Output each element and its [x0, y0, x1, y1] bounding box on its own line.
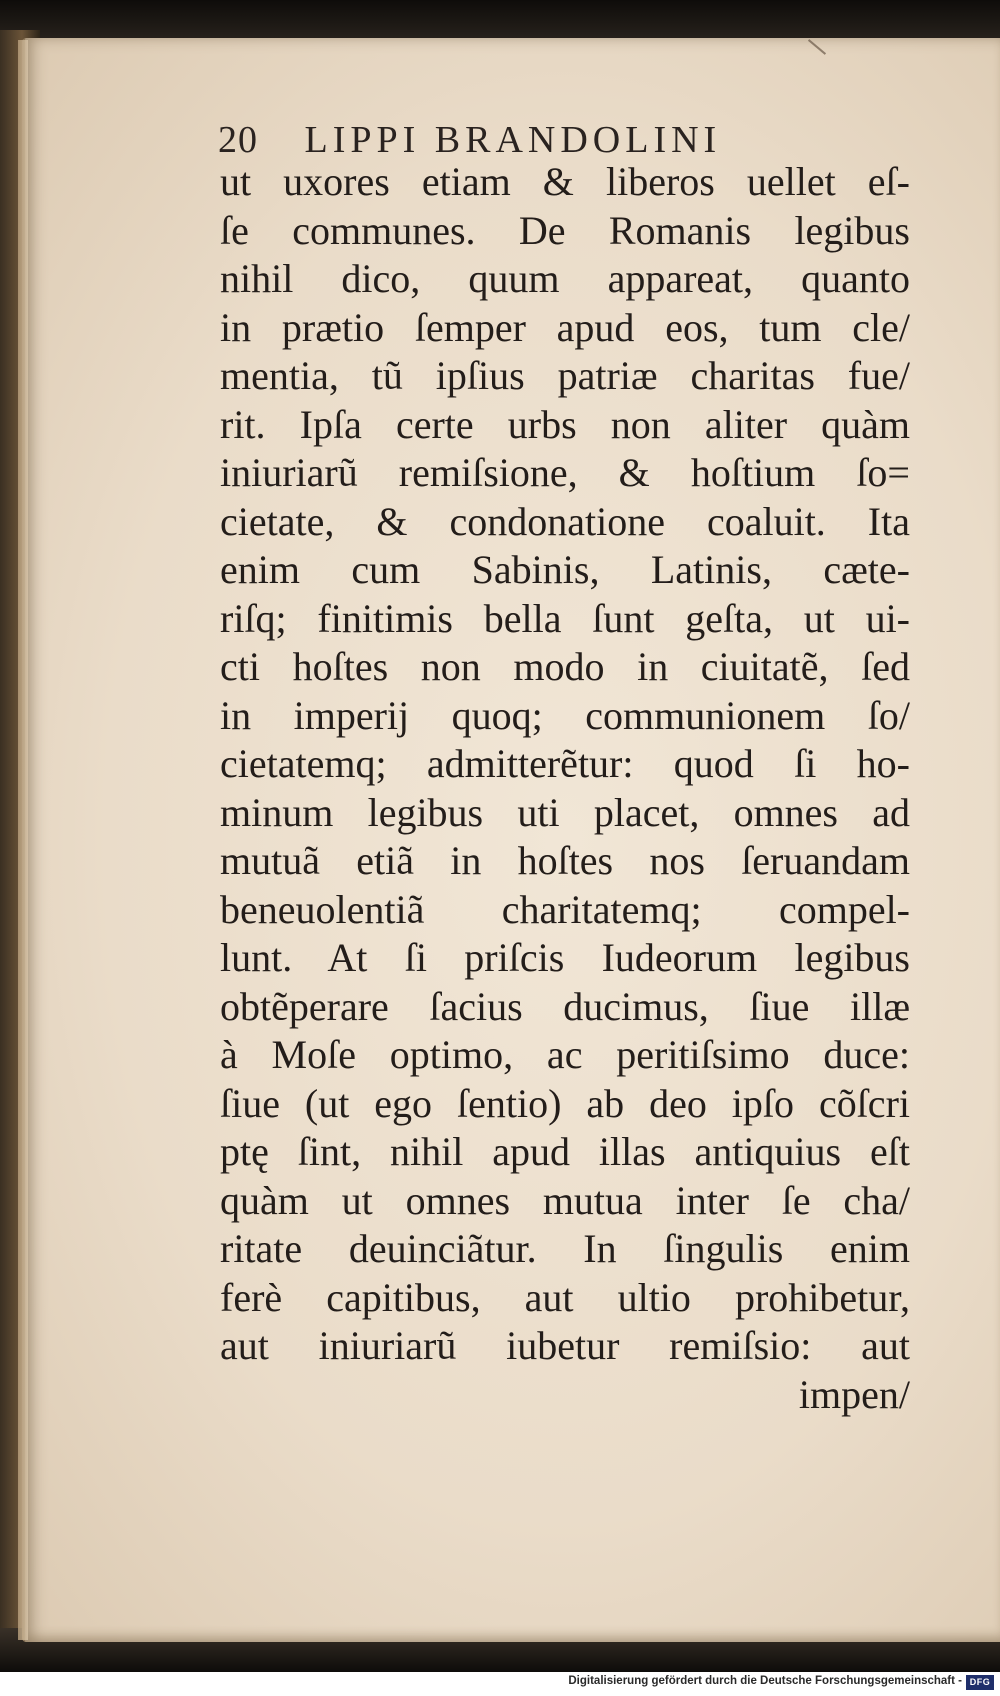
page-number: 20 [218, 119, 258, 161]
text-line: ritate deuinciãtur. In ſingulis enim [220, 1226, 910, 1271]
text-line: nihil dico, quum appareat, quanto [220, 256, 910, 301]
text-line: lunt. At ſi priſcis Iudeorum legibus [220, 935, 910, 980]
text-line: mentia, tũ ipſius patriæ charitas fue/ [220, 353, 910, 398]
text-line: obtẽperare ſacius ducimus, ſiue illæ [220, 983, 910, 1029]
text-line: mutuã etiã in hoſtes nos ſeruandam [220, 838, 910, 883]
body-text [220, 158, 910, 1419]
text-line: cietate, & condonatione coaluit. Ita [220, 498, 910, 544]
text-line: cti hoſtes non modo in ciuitatẽ, ſed [220, 644, 910, 689]
text-line: in prætio ſemper apud eos, tum cle/ [220, 304, 910, 350]
text-line: aut iniuriarũ iubetur remiſsio: aut [220, 1323, 910, 1368]
text-line: à Moſe optimo, ac peritiſsimo duce: [220, 1032, 910, 1077]
text-line: ſiue (ut ego ſentio) ab deo ipſo cõſcri [220, 1080, 910, 1126]
text-line: ferè capitibus, aut ultio prohibetur, [220, 1274, 910, 1320]
text-line: beneuolentiã charitatemq; compel- [220, 886, 910, 932]
running-title: LIPPI BRANDOLINI [304, 119, 722, 161]
text-line: riſq; finitimis bella ſunt geſta, ut ui- [220, 595, 910, 641]
text-line: cietatemq; admitterẽtur: quod ſi ho- [220, 741, 910, 786]
catchword: impen/ [798, 1371, 910, 1417]
dfg-logo: DFG [966, 1675, 994, 1690]
running-head [218, 118, 721, 162]
text-line: minum legibus uti placet, omnes ad [220, 789, 910, 835]
text-line: rit. Ipſa certe urbs non aliter quàm [220, 401, 910, 447]
text-line: quàm ut omnes mutua inter ſe cha/ [220, 1177, 910, 1223]
text-line: ſe communes. De Romanis legibus [220, 207, 910, 253]
text-line: enim cum Sabinis, Latinis, cæte- [220, 547, 910, 592]
text-line: ptę ſint, nihil apud illas antiquius eſt [220, 1129, 910, 1174]
footer-bar [0, 1672, 1000, 1696]
text-line: in imperij quoq; communionem ſo/ [220, 692, 910, 738]
page-gutter-shadow [18, 40, 28, 1640]
text-line: ut uxores etiam & liberos uellet eſ- [220, 159, 910, 204]
text-line: iniuriarũ remiſsione, & hoſtium ſo= [220, 450, 910, 495]
digitization-credit: Digitalisierung gefördert durch die Deutsche Forschungsgemeinschaft - [568, 1675, 962, 1687]
